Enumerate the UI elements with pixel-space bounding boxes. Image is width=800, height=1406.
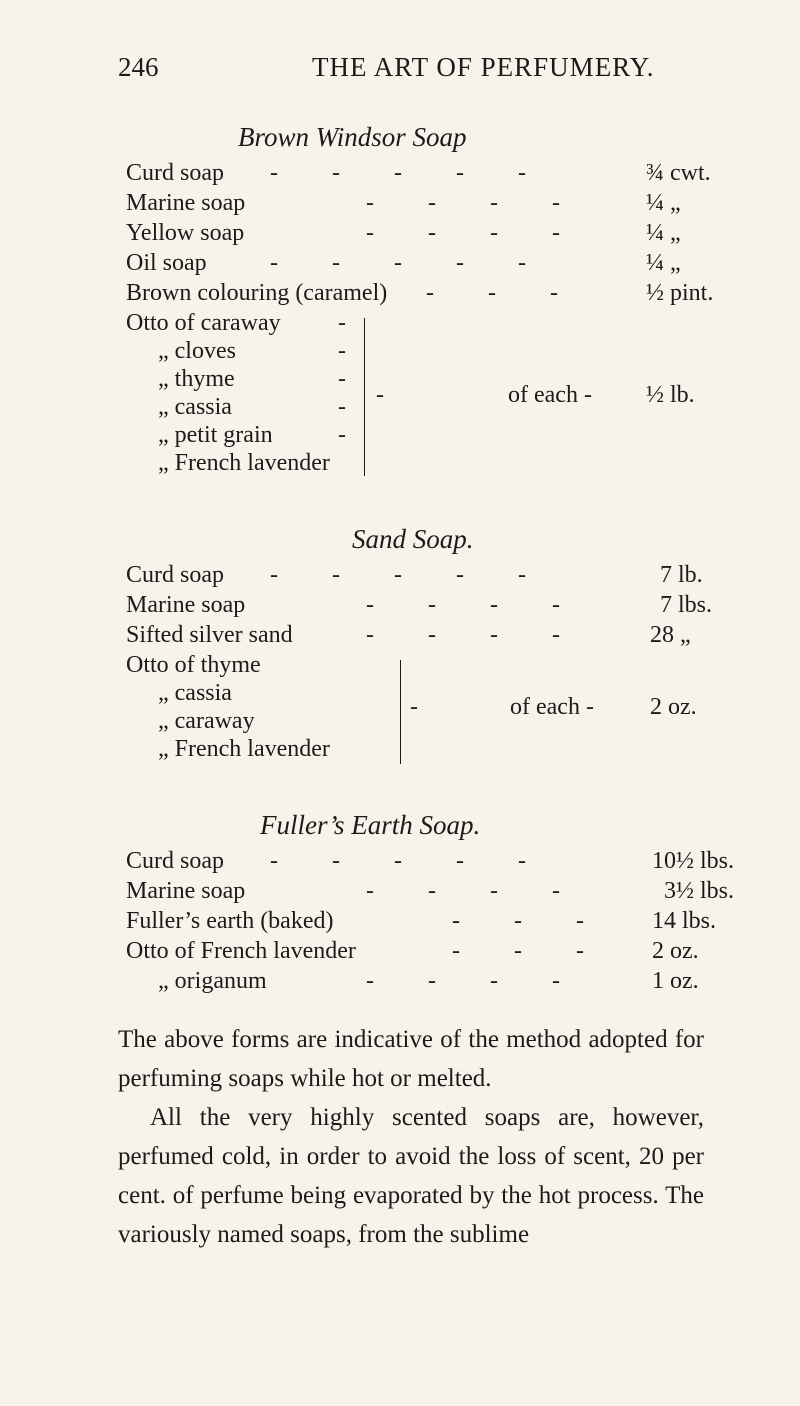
recipe-label: Fuller’s earth (baked) xyxy=(126,908,334,934)
recipe-label: Curd soap xyxy=(126,562,224,588)
running-title: THE ART OF PERFUMERY. xyxy=(312,52,655,82)
section-title-fullers: Fuller’s Earth Soap. xyxy=(260,810,481,840)
dash-leader: - - - - - xyxy=(270,250,526,276)
page-number: 246 xyxy=(118,52,159,82)
recipe-label: Sifted silver sand xyxy=(126,622,293,648)
group-item: „ thyme xyxy=(158,366,235,392)
recipe-amount: 2 oz. xyxy=(652,938,699,964)
recipe-amount: ¼ „ xyxy=(646,250,681,276)
recipe-amount: 3½ lbs. xyxy=(664,878,735,904)
paragraph: All the very highly scented soaps are, however, perfumed cold, in order to avoid the loss of scent, 20 per cent. of perfume being evaporated by the hot process. The variously named soaps, from the sublime xyxy=(118,1104,704,1248)
group-item: „ cassia xyxy=(158,680,232,706)
recipe-amount: ½ pint. xyxy=(646,280,714,306)
recipe-amount: 7 lbs. xyxy=(660,592,713,618)
recipe-label: Curd soap xyxy=(126,160,224,186)
dash-leader: - - - - - xyxy=(270,848,526,874)
body-text xyxy=(118,1020,704,1254)
group-brace xyxy=(392,660,401,764)
section-title-sand: Sand Soap. xyxy=(352,524,474,554)
dash-leader: - - - - xyxy=(366,622,560,648)
dash-leader: - - - - xyxy=(366,968,560,994)
dash-leader: - - - - - xyxy=(270,562,526,588)
section-title-brown-windsor: Brown Windsor Soap xyxy=(238,122,467,152)
dash-leader: - xyxy=(338,366,346,392)
dash-leader: - - - xyxy=(452,908,584,934)
recipe-amount: ¾ cwt. xyxy=(646,160,711,186)
dash-leader: - - - xyxy=(426,280,558,306)
recipe-amount: 14 lbs. xyxy=(652,908,717,934)
dash-leader: - xyxy=(338,310,346,336)
group-amount: ½ lb. xyxy=(646,382,695,408)
recipe-label: Marine soap xyxy=(126,878,246,904)
recipe-label: Marine soap xyxy=(126,190,246,216)
recipe-label: „ origanum xyxy=(158,968,267,994)
recipe-label: Marine soap xyxy=(126,592,246,618)
dash-leader: - - - xyxy=(452,938,584,964)
recipe-amount: ¼ „ xyxy=(646,190,681,216)
group-brace xyxy=(356,318,365,476)
dash-leader: - - - - xyxy=(366,220,560,246)
group-item: „ petit grain xyxy=(158,422,273,448)
paragraph: The above forms are indicative of the method adopted for perfuming soaps while hot or melted. xyxy=(118,1026,704,1092)
recipe-label: Yellow soap xyxy=(126,220,245,246)
recipe-amount: 28 „ xyxy=(650,622,691,648)
group-item: „ caraway xyxy=(158,708,255,734)
recipe-label: Brown colouring (caramel) xyxy=(126,280,388,306)
recipe-amount: 10½ lbs. xyxy=(652,848,735,874)
group-amount: 2 oz. xyxy=(650,694,697,720)
dash-leader: - - - - xyxy=(366,878,560,904)
group-item: Otto of thyme xyxy=(126,652,261,678)
group-note: of each - xyxy=(508,382,592,408)
dash-leader: - xyxy=(410,694,418,720)
group-item: „ French lavender xyxy=(158,736,330,762)
group-note: of each - xyxy=(510,694,594,720)
dash-leader: - - - - xyxy=(366,592,560,618)
recipe-amount: 7 lb. xyxy=(660,562,703,588)
dash-leader: - - - - - xyxy=(270,160,526,186)
dash-leader: - - - - xyxy=(366,190,560,216)
dash-leader: - xyxy=(376,382,384,408)
group-item: „ cloves xyxy=(158,338,236,364)
group-item: „ French lavender xyxy=(158,450,330,476)
group-item: Otto of caraway xyxy=(126,310,281,336)
recipe-label: Curd soap xyxy=(126,848,224,874)
dash-leader: - xyxy=(338,422,346,448)
recipe-label: Oil soap xyxy=(126,250,207,276)
group-item: „ cassia xyxy=(158,394,232,420)
recipe-label: Otto of French lavender xyxy=(126,938,356,964)
recipe-amount: 1 oz. xyxy=(652,968,699,994)
dash-leader: - xyxy=(338,394,346,420)
dash-leader: - xyxy=(338,338,346,364)
recipe-amount: ¼ „ xyxy=(646,220,681,246)
